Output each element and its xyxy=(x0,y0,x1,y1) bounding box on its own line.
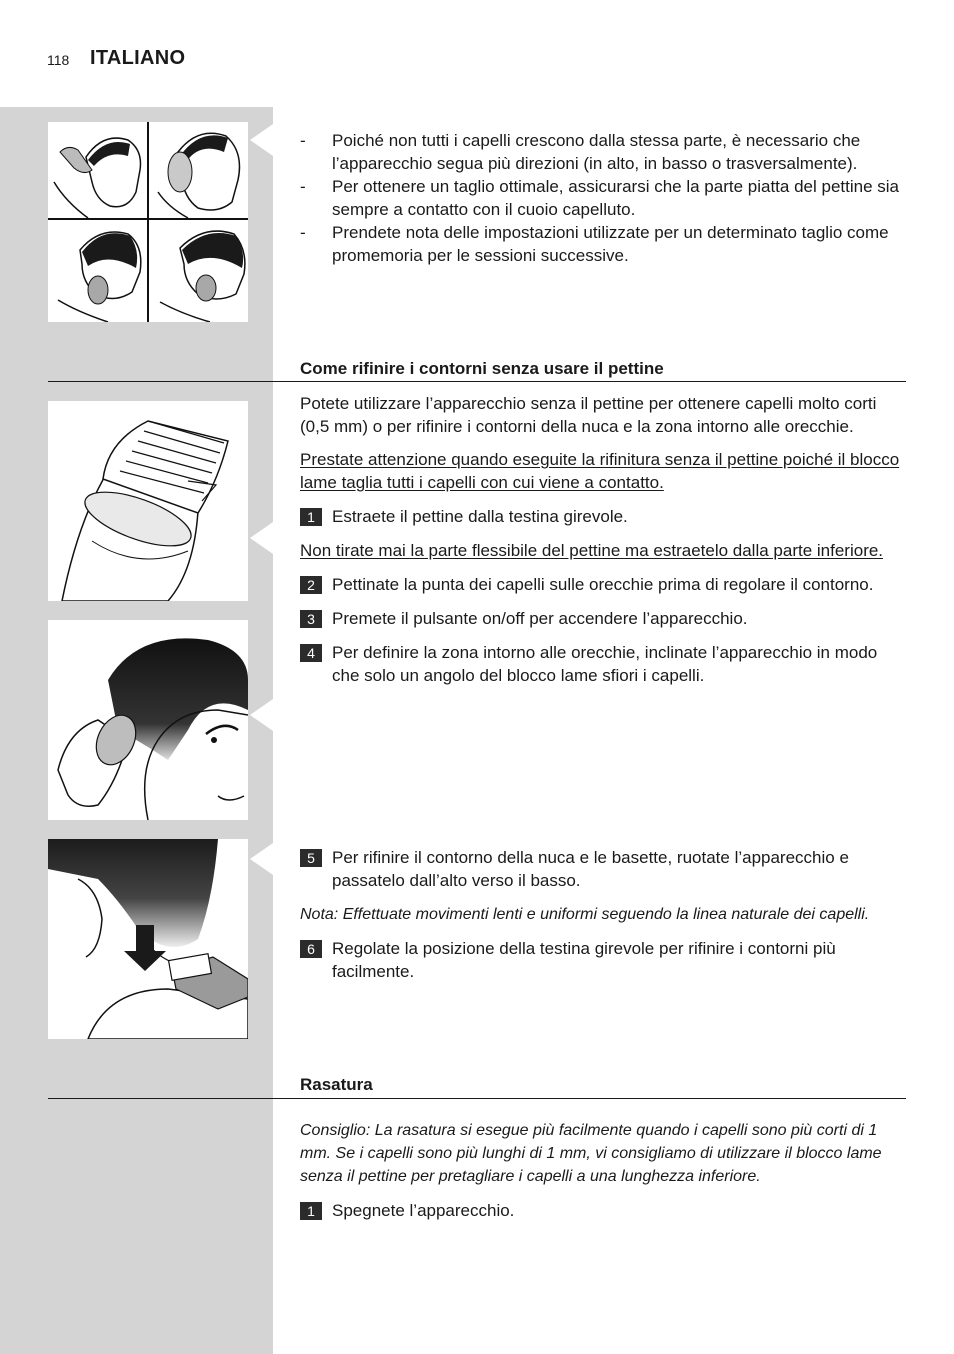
language-title: ITALIANO xyxy=(90,47,186,69)
tips-list xyxy=(300,129,906,267)
step-number: 3 xyxy=(300,610,322,628)
tips-list-item xyxy=(300,129,906,175)
illustration-trim-neckline xyxy=(48,839,248,1039)
illustration-trim-ear xyxy=(48,620,248,820)
illustration-pointer xyxy=(250,522,273,554)
step-item xyxy=(300,937,906,983)
step-text: Per rifinire il contorno della nuca e le basette, ruotate l’apparecchio e passatelo dall’alto verso il basso. xyxy=(332,848,849,890)
step-item xyxy=(300,846,906,892)
illustration-pointer xyxy=(250,699,273,731)
section1-content-continued xyxy=(300,846,906,983)
step-number: 5 xyxy=(300,849,322,867)
page-number: 118 xyxy=(47,52,70,68)
illustration-trimmer-comb xyxy=(48,401,248,601)
dash-marker: - xyxy=(300,177,306,196)
step-item xyxy=(300,1199,906,1222)
section-heading-shaving: Rasatura xyxy=(300,1075,373,1094)
intro-paragraph: Potete utilizzare l’apparecchio senza il pettine per ottenere capelli molto corti (0,5 mm) o per rifinire i contorni della nuca e la zona intorno alle orecchie. xyxy=(300,394,877,436)
illustration-combing-directions xyxy=(48,122,248,322)
note-paragraph: Nota: Effettuate movimenti lenti e uniformi seguendo la linea naturale dei capelli. xyxy=(300,906,870,923)
section-divider xyxy=(48,381,906,382)
step-number: 1 xyxy=(300,508,322,526)
tip-paragraph: Consiglio: La rasatura si esegue più facilmente quando i capelli sono più corti di 1 mm. Se i capelli sono più lunghi di 1 mm, vi consigliamo di utilizzare il blocco lame senza il pettine per pretagliare i capelli a una lunghezza inferiore. xyxy=(300,1122,882,1185)
step-text: Per definire la zona intorno alle orecchie, inclinate l’apparecchio in modo che solo un angolo del blocco lame sfiori i capelli. xyxy=(332,643,878,685)
step-item xyxy=(300,641,906,687)
step-item xyxy=(300,607,906,630)
step-number: 6 xyxy=(300,940,322,958)
step-text: Regolate la posizione della testina girevole per rifinire i contorni più facilmente. xyxy=(332,939,836,981)
dash-marker: - xyxy=(300,131,306,150)
tips-list-item-text: Poiché non tutti i capelli crescono dalla stessa parte, è necessario che l’apparecchio segua più direzioni (in alto, in basso o trasversalmente). xyxy=(332,131,861,173)
step-text: Premete il pulsante on/off per accendere l’apparecchio. xyxy=(332,609,748,628)
section-divider xyxy=(48,1098,906,1099)
step-item xyxy=(300,573,906,596)
step-number: 4 xyxy=(300,644,322,662)
step-text: Spegnete l’apparecchio. xyxy=(332,1201,515,1220)
tips-list-item xyxy=(300,175,906,221)
illustration-pointer xyxy=(250,843,273,875)
step-number: 2 xyxy=(300,576,322,594)
step-text: Estraete il pettine dalla testina girevole. xyxy=(332,507,628,526)
section2-content xyxy=(300,1119,906,1222)
step-item xyxy=(300,505,906,528)
step-text: Pettinate la punta dei capelli sulle orecchie prima di regolare il contorno. xyxy=(332,575,874,594)
dash-marker: - xyxy=(300,223,306,242)
tips-list-item-text: Per ottenere un taglio ottimale, assicurarsi che la parte piatta del pettine sia sempre a contatto con il cuoio capelluto. xyxy=(332,177,899,219)
section1-content xyxy=(300,392,906,687)
section-heading-contours: Come rifinire i contorni senza usare il pettine xyxy=(300,359,664,378)
tips-list-item-text: Prendete nota delle impostazioni utilizzate per un determinato taglio come promemoria per le sessioni successive. xyxy=(332,223,889,265)
step-number: 1 xyxy=(300,1202,322,1220)
tips-list-item xyxy=(300,221,906,267)
warning-paragraph: Prestate attenzione quando eseguite la rifinitura senza il pettine poiché il blocco lame taglia tutti i capelli con cui viene a contatto. xyxy=(300,450,900,492)
illustration-pointer xyxy=(250,124,273,156)
warning-paragraph: Non tirate mai la parte flessibile del pettine ma estraetelo dalla parte inferiore. xyxy=(300,541,884,560)
